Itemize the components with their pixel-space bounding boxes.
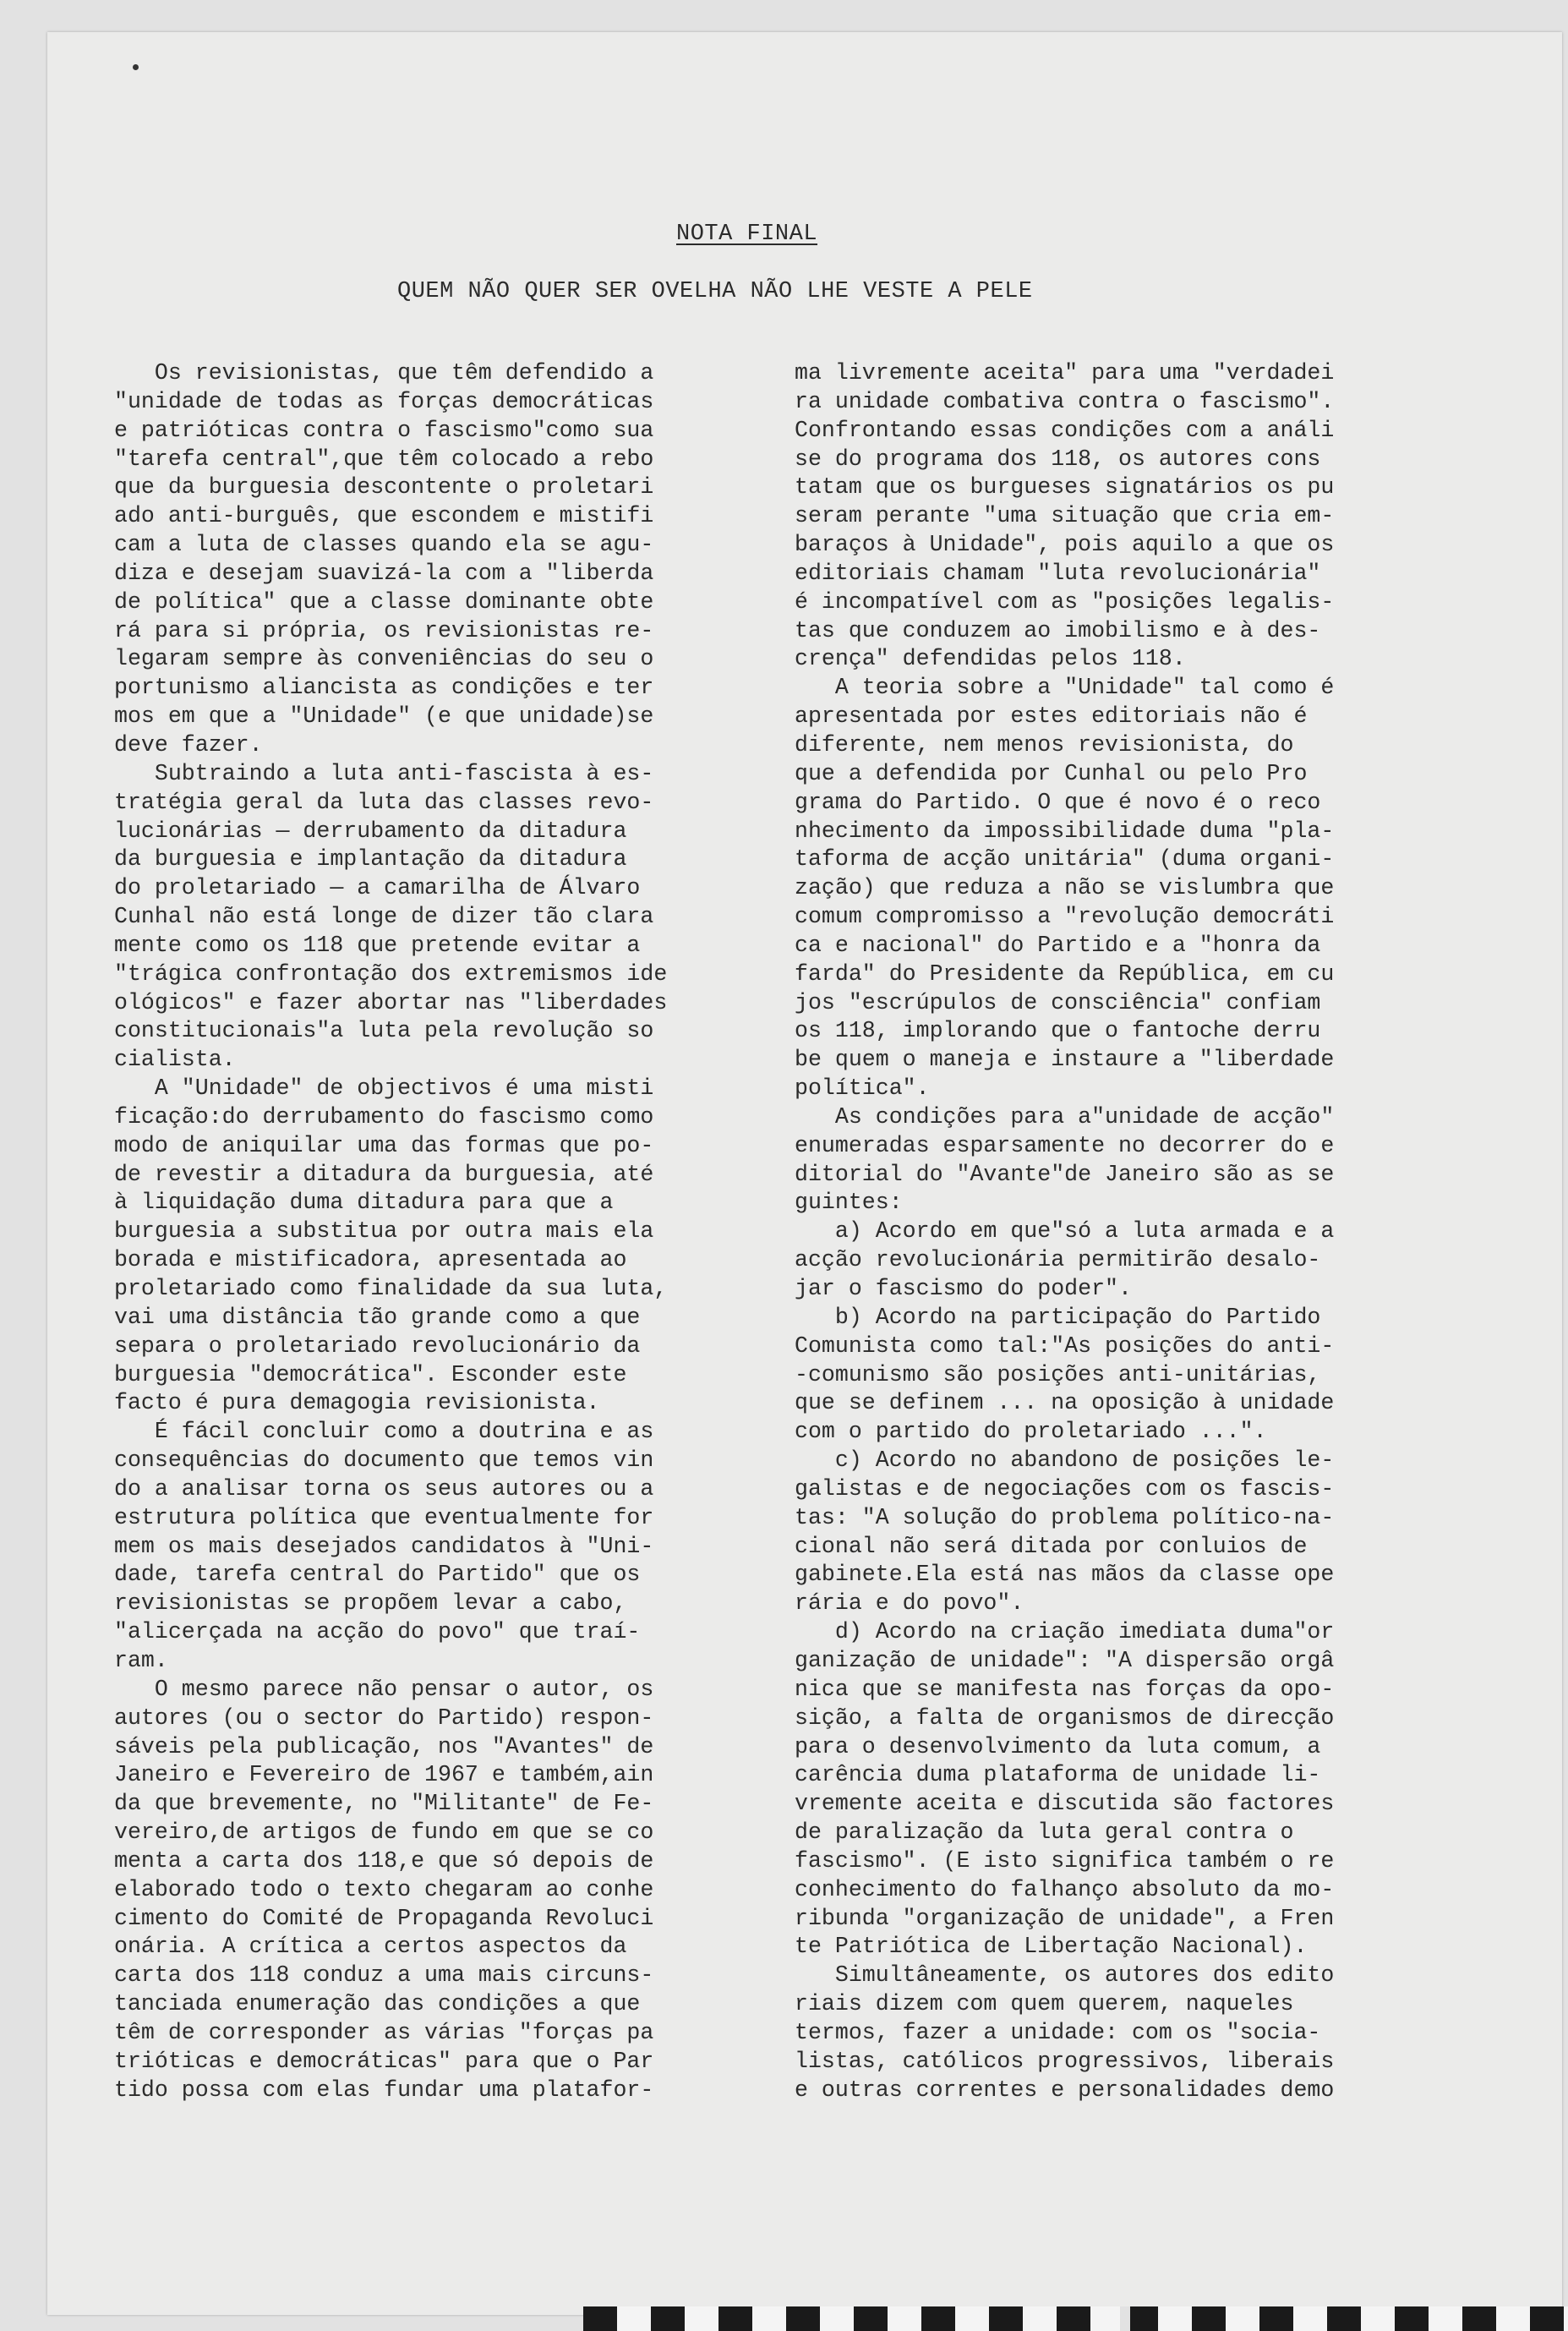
text-line: revisionistas se propõem levar a cabo, [114, 1590, 627, 1617]
text-line: para o desenvolvimento da luta comum, a [795, 1733, 1321, 1759]
text-line: conhecimento do falhanço absoluto da mo- [795, 1876, 1335, 1902]
text-line: ca e nacional" do Partido e a "honra da [795, 932, 1321, 958]
text-line: Comunista como tal:"As posições do anti- [795, 1332, 1335, 1359]
text-line: de política" que a classe dominante obte [114, 588, 654, 615]
text-line: seram perante "uma situação que cria em- [795, 503, 1335, 529]
text-line: Cunhal não está longe de dizer tão clara [114, 904, 654, 930]
text-line: da burguesia e implantação da ditadura [114, 846, 627, 873]
text-line: jar o fascismo do poder". [795, 1276, 1132, 1301]
text-line: termos, fazer a unidade: com os "socia- [795, 2019, 1321, 2045]
text-line: a) Acordo em que"só a luta armada e a [795, 1218, 1335, 1245]
text-line: A "Unidade" de objectivos é uma misti [114, 1075, 654, 1102]
text-line: tas: "A solução do problema político-na- [795, 1504, 1335, 1530]
text-line: do a analisar torna os seus autores ou a [114, 1475, 654, 1502]
text-line: e outras correntes e personalidades demo [795, 2077, 1335, 2103]
text-line: baraços à Unidade", pois aquilo a que os [795, 532, 1335, 558]
text-line: vremente aceita e discutida são factores [795, 1791, 1335, 1817]
text-line: ditorial do "Avante"de Janeiro são as se [795, 1161, 1335, 1187]
text-line: b) Acordo na participação do Partido [795, 1304, 1321, 1330]
text-line: rária e do povo". [795, 1590, 1024, 1617]
text-line: jos "escrúpulos de consciência" confiam [795, 989, 1321, 1015]
text-line: É fácil concluir como a doutrina e as [114, 1419, 654, 1445]
text-line: Confrontando essas condições com a análi [795, 417, 1335, 443]
text-line: que a defendida por Cunhal ou pelo Pro [795, 760, 1308, 786]
text-line: nhecimento da impossibilidade duma "pla- [795, 818, 1335, 844]
text-line: ado anti-burguês, que escondem e mistifi [114, 503, 654, 529]
text-line: guintes: [795, 1190, 903, 1216]
text-line: de paralização da luta geral contra o [795, 1819, 1294, 1846]
text-line: crença" defendidas pelos 118. [795, 646, 1186, 672]
measurement-scale-bar [583, 2306, 1568, 2331]
text-line: be quem o maneja e instaure a "liberdade [795, 1047, 1335, 1073]
text-line: se do programa dos 118, os autores cons [795, 446, 1321, 472]
right-text-column [795, 359, 1403, 2109]
text-line: ficação:do derrubamento do fascismo como [114, 1103, 654, 1130]
text-line: zação) que reduza a não se vislumbra que [795, 875, 1335, 901]
text-line: A teoria sobre a "Unidade" tal como é [795, 675, 1335, 701]
text-line: burguesia "democrática". Esconder este [114, 1361, 627, 1387]
document-heading: NOTA FINAL [676, 222, 818, 247]
text-line: rá para si própria, os revisionistas re- [114, 617, 654, 643]
text-line: que se definem ... na oposição à unidade [795, 1390, 1335, 1416]
text-line: portunismo aliancista as condições e ter [114, 675, 654, 701]
text-line: tas que conduzem ao imobilismo e à des- [795, 617, 1321, 643]
text-line: facto é pura demagogia revisionista. [114, 1390, 600, 1416]
text-line: fascismo". (E isto significa também o re [795, 1847, 1335, 1874]
text-line: taforma de acção unitária" (duma organi- [795, 846, 1335, 873]
text-line: borada e mistificadora, apresentada ao [114, 1247, 627, 1273]
text-line: ganização de unidade": "A dispersão orgâ [795, 1647, 1335, 1673]
text-line: de revestir a ditadura da burguesia, até [114, 1161, 654, 1187]
text-line: ram. [114, 1647, 168, 1673]
text-line: com o partido do proletariado ...". [795, 1419, 1267, 1445]
text-line: sáveis pela publicação, nos "Avantes" de [114, 1733, 654, 1759]
text-line: mem os mais desejados candidatos à "Uni- [114, 1533, 654, 1559]
text-line: e patrióticas contra o fascismo"como sua [114, 417, 654, 443]
text-line: apresentada por estes editoriais não é [795, 703, 1308, 730]
document-subtitle: QUEM NÃO QUER SER OVELHA NÃO LHE VESTE A PELE [397, 279, 1033, 304]
text-line: c) Acordo no abandono de posições le- [795, 1447, 1335, 1474]
text-line: sição, a falta de organismos de direcção [795, 1704, 1335, 1731]
text-line: tido possa com elas fundar uma platafor- [114, 2077, 654, 2103]
text-line: "unidade de todas as forças democráticas [114, 388, 654, 414]
text-line: tatam que os burgueses signatários os pu [795, 474, 1335, 501]
text-line: política". [795, 1075, 930, 1102]
text-line: cimento do Comité de Propaganda Revoluci [114, 1905, 654, 1931]
left-text-column [114, 359, 723, 2109]
text-line: riais dizem com quem querem, naqueles [795, 1991, 1294, 2017]
text-line: ológicos" e fazer abortar nas "liberdades [114, 989, 668, 1015]
text-line: "alicerçada na acção do povo" que traí- [114, 1619, 641, 1645]
text-line: menta a carta dos 118,e que só depois de [114, 1847, 654, 1874]
text-line: ribunda "organização de unidade", a Fren [795, 1905, 1335, 1931]
text-line: elaborado todo o texto chegaram ao conhe [114, 1876, 654, 1902]
text-line: separa o proletariado revolucionário da [114, 1332, 641, 1359]
text-line: cam a luta de classes quando ela se agu- [114, 532, 654, 558]
text-line: -comunismo são posições anti-unitárias, [795, 1361, 1321, 1387]
text-line: nica que se manifesta nas forças da opo- [795, 1676, 1335, 1702]
text-line: comum compromisso a "revolução democráti [795, 904, 1335, 930]
text-line: trióticas e democráticas" para que o Par [114, 2048, 654, 2074]
text-line: Subtraindo a luta anti-fascista à es- [114, 760, 654, 786]
text-line: d) Acordo na criação imediata duma"or [795, 1619, 1335, 1645]
text-line: "trágica confrontação dos extremismos ide [114, 960, 668, 987]
text-line: estrutura política que eventualmente for [114, 1504, 654, 1530]
text-line: cional não será ditada por conluios de [795, 1533, 1308, 1559]
scale-bar-gap [1120, 2306, 1130, 2331]
text-line: Janeiro e Fevereiro de 1967 e também,ain [114, 1762, 654, 1788]
text-line: têm de corresponder as várias "forças pa [114, 2019, 654, 2045]
text-line: ma livremente aceita" para uma "verdadei [795, 360, 1335, 386]
text-line: listas, católicos progressivos, liberais [795, 2048, 1335, 2074]
text-line: do proletariado — a camarilha de Álvaro [114, 875, 641, 901]
text-line: onária. A crítica a certos aspectos da [114, 1934, 627, 1960]
text-line: ra unidade combativa contra o fascismo". [795, 388, 1335, 414]
text-line: Os revisionistas, que têm defendido a [114, 360, 654, 386]
text-line: deve fazer. [114, 731, 263, 758]
text-line: carência duma plataforma de unidade li- [795, 1762, 1321, 1788]
text-line: "tarefa central",que têm colocado a rebo [114, 446, 654, 472]
text-line: diza e desejam suavizá-la com a "liberda [114, 560, 654, 586]
text-line: O mesmo parece não pensar o autor, os [114, 1676, 654, 1702]
text-line: lucionárias — derrubamento da ditadura [114, 818, 627, 844]
text-line: consequências do documento que temos vin [114, 1447, 654, 1474]
text-line: autores (ou o sector do Partido) respon- [114, 1704, 654, 1731]
text-line: vereiro,de artigos de fundo em que se co [114, 1819, 654, 1846]
text-line: Simultâneamente, os autores dos edito [795, 1962, 1335, 1989]
text-line: cialista. [114, 1047, 236, 1073]
text-line: legaram sempre às conveniências do seu o [114, 646, 654, 672]
text-line: os 118, implorando que o fantoche derru [795, 1018, 1321, 1044]
text-line: mente como os 118 que pretende evitar a [114, 932, 641, 958]
text-line: burguesia a substitua por outra mais ela [114, 1218, 654, 1245]
text-line: diferente, nem menos revisionista, do [795, 731, 1294, 758]
text-line: que da burguesia descontente o proletari [114, 474, 654, 501]
text-line: mos em que a "Unidade" (e que unidade)se [114, 703, 654, 730]
text-line: gabinete.Ela está nas mãos da classe ope [795, 1562, 1335, 1588]
text-line: acção revolucionária permitirão desalo- [795, 1247, 1321, 1273]
text-line: editoriais chamam "luta revolucionária" [795, 560, 1321, 586]
text-line: enumeradas esparsamente no decorrer do e [795, 1132, 1335, 1158]
text-line: vai uma distância tão grande como a que [114, 1304, 641, 1330]
text-line: grama do Partido. O que é novo é o reco [795, 789, 1321, 815]
text-line: constitucionais"a luta pela revolução so [114, 1018, 654, 1044]
text-line: proletariado como finalidade da sua luta, [114, 1276, 668, 1301]
ink-dot [133, 64, 139, 70]
text-line: modo de aniquilar uma das formas que po- [114, 1132, 654, 1158]
text-line: tanciada enumeração das condições a que [114, 1991, 641, 2017]
text-line: dade, tarefa central do Partido" que os [114, 1562, 641, 1588]
text-line: te Patriótica de Libertação Nacional). [795, 1934, 1308, 1960]
text-line: é incompatível com as "posições legalis- [795, 588, 1335, 615]
text-line: à liquidação duma ditadura para que a [114, 1190, 614, 1216]
text-line: da que brevemente, no "Militante" de Fe- [114, 1791, 654, 1817]
text-line: tratégia geral da luta das classes revo- [114, 789, 654, 815]
text-line: galistas e de negociações com os fascis- [795, 1475, 1335, 1502]
text-line: farda" do Presidente da República, em cu [795, 960, 1335, 987]
text-line: carta dos 118 conduz a uma mais circuns- [114, 1962, 654, 1989]
text-line: As condições para a"unidade de acção" [795, 1103, 1335, 1130]
